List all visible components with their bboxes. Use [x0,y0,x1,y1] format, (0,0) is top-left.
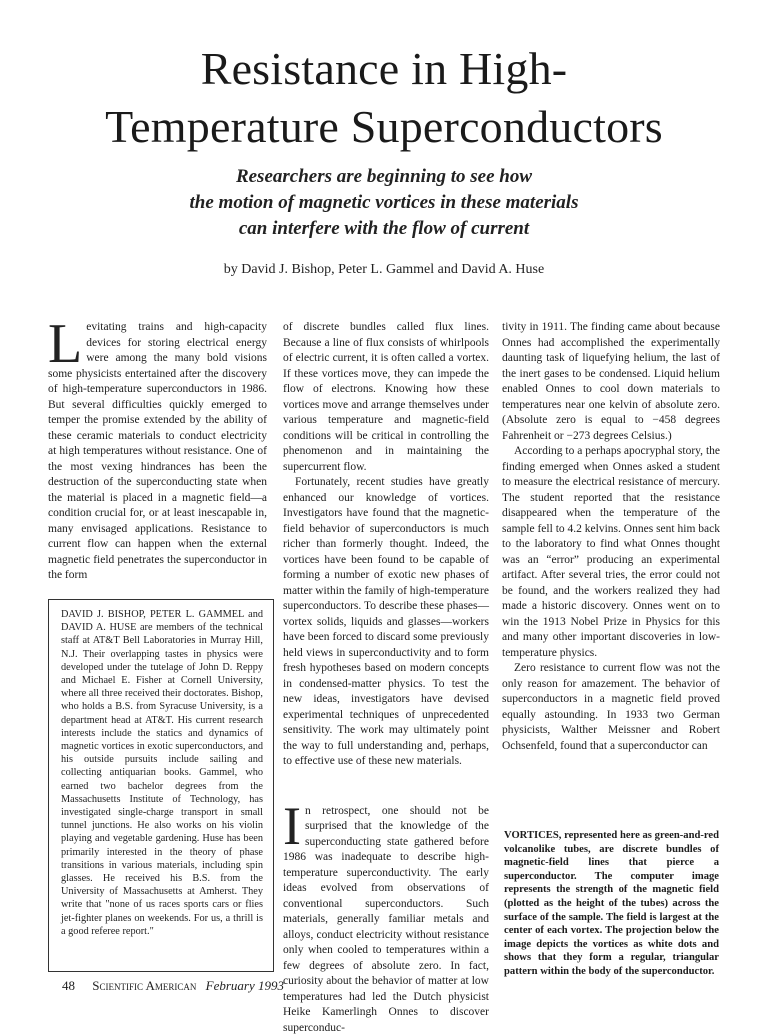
page-number: 48 [62,978,75,993]
article-title [0,40,768,156]
col1-paragraph [48,320,267,584]
issue-date: February 1993 [206,978,284,993]
caption-lead: VORTICES, [504,830,561,841]
subtitle-line-1: Researchers are beginning to see how [0,164,768,190]
col3-paragraph-3: Zero resistance to current flow was not the only reason for amazement. The behavior of superconductors in a magnetic field proved equally astounding. In 1933 two German physicists, Walther Meissner and Robert Ochsenfeld, found that a superconductor can [502,661,720,754]
col2-paragraph-2: Fortunately, recent studies have greatly enhanced our knowledge of vortices. Investigators have found that the magnetic-field behavior of superconductors is much richer than formerly thought. Indeed, the vortices have been found to be capable of forming a number of exotic new phases of matter within the family of high-temperature superconductors. To describe these phases—vortex solids, liquids and glasses—workers have been forced to discard some previously held views in superconductivity and to form fresh hypotheses based on modern concepts in condensed-matter physics. To test the new ideas, investigators have devised experimental techniques of unprecedented sensitivity. The work may ultimately point the way to full understanding and, perhaps, to effective use of these new materials. [283,475,489,770]
col1-paragraph-1: evitating trains and high-capacity devices for storing electrical energy were among the many bold visions some physicists entertained after the discovery of high-temperature superconductors in 1986. But several difficulties quickly emerged to temper the promise extended by the ability of these ceramic materials to conduct electricity at high temperatures without resistance. One of the most vexing hindrances has been the destruction of the superconducting state when the material is placed in a magnetic field—a condition crucial for, or at least inescapable in, many envisaged applications. Resistance to current flow can happen when the external magnetic field penetrates the superconductor in the form [48,321,267,581]
author-bio-text: DAVID J. BISHOP, PETER L. GAMMEL and DAVID A. HUSE are members of the technical staff at AT&T Bell Laboratories in Murray Hill, N.J. Their overlapping tastes in physics were developed under the tutelage of John D. Reppy and Michael E. Fisher at Cornell University, where all three received their doctorates. Bishop, who holds a B.S. from Syracuse University, is a department head at AT&T. His current research interests include the statics and dynamics of magnetic vortices in exotic superconductors, and his outside pursuits include sailing and collecting antiquarian books. Gammel, who earned two bachelor degrees from the Massachusetts Institute of Technology, has investigated single-charge transport in small tunnel junctions. He also works on his violin playing and vegetable gardening. Huse has been primarily interested in the theory of phase transitions in various materials, including spin glasses. He received his B.S. from the University of Massachusetts at Amherst. They write that "none of us races sports cars or flies jet-fighter planes on weekends. For us, a thrill is a good referee report." [61,608,263,938]
subtitle-line-3: can interfere with the flow of current [0,216,768,242]
col3-paragraph-2: According to a perhaps apocryphal story, the finding emerged when Onnes asked a student to measure the electrical resistance of mercury. The student reported that the resistance disappeared when the temperature of the sample fell to 4.2 kelvins. Onnes sent him back to the laboratory to find what Onnes thought was an “error” producing an experimental artifact. After several tries, the error could not be found, and the workers realized they had made a historic discovery. Onnes went on to win the 1913 Nobel Prize in Physics for this and many other important discoveries in low-temperature physics. [502,444,720,661]
article-subtitle [0,164,768,242]
col2-paragraph-3: n retrospect, one should not be surprised that the knowledge of the superconducting state gathered before 1986 was inadequate to describe high-temperature superconductivity. The early ideas evolved from observations of conventional superconductors. Such materials, generally familiar metals and alloys, conduct electricity without resistance only when cooled to temperatures within a few degrees of absolute zero. In fact, curiosity about the behavior of matter at low temperatures had led the Dutch physicist Heike Kamerlingh Onnes to discover superconduc- [283,805,489,1034]
drop-cap-l: L [48,322,82,366]
col2-section-paragraph [283,804,489,1036]
figure-caption [504,829,719,979]
caption-text: represented here as green-and-red volcanolike tubes, are discrete bundles of magnetic-field lines that pierce a superconductor. The computer image represents the strength of the magnetic field (plotted as the height of the tubes) across the surface of the sample. The field is largest at the center of each vortex. The projection below the image depicts the vortices as white dots and shows that they form a regular, triangular pattern within the body of the superconductor. [504,830,719,977]
column-1 [48,320,267,584]
title-line-2: Temperature Superconductors [0,98,768,156]
column-2 [283,320,489,1036]
col2-paragraph-1: of discrete bundles called flux lines. Because a line of flux consists of whirlpools of electric current, it is often called a vortex. If these vortices move, they can impede the flow of electrons. Knowing how these vortices move and arrange themselves under various temperature and magnetic-field conditions will be critical in controlling the phenomenon and in maintaining the supercurrent flow. [283,320,489,475]
drop-cap-i: I [283,805,301,847]
column-3 [502,320,720,754]
subtitle-line-2: the motion of magnetic vortices in these materials [0,190,768,216]
byline: by David J. Bishop, Peter L. Gammel and David A. Huse [0,262,768,278]
col3-paragraph-1: tivity in 1911. The finding came about because Onnes had accomplished the experimentally daunting task of liquefying helium, the last of the inert gases to be condensed. Liquid helium enabled Onnes to cool down materials to temperatures near one kelvin of absolute zero. (Absolute zero is equal to −458 degrees Fahrenheit or −273 degrees Celsius.) [502,320,720,444]
magazine-name: Scientific American [92,978,196,993]
title-line-1: Resistance in High- [0,40,768,98]
page-footer [62,978,284,994]
author-bio-box [48,599,274,972]
